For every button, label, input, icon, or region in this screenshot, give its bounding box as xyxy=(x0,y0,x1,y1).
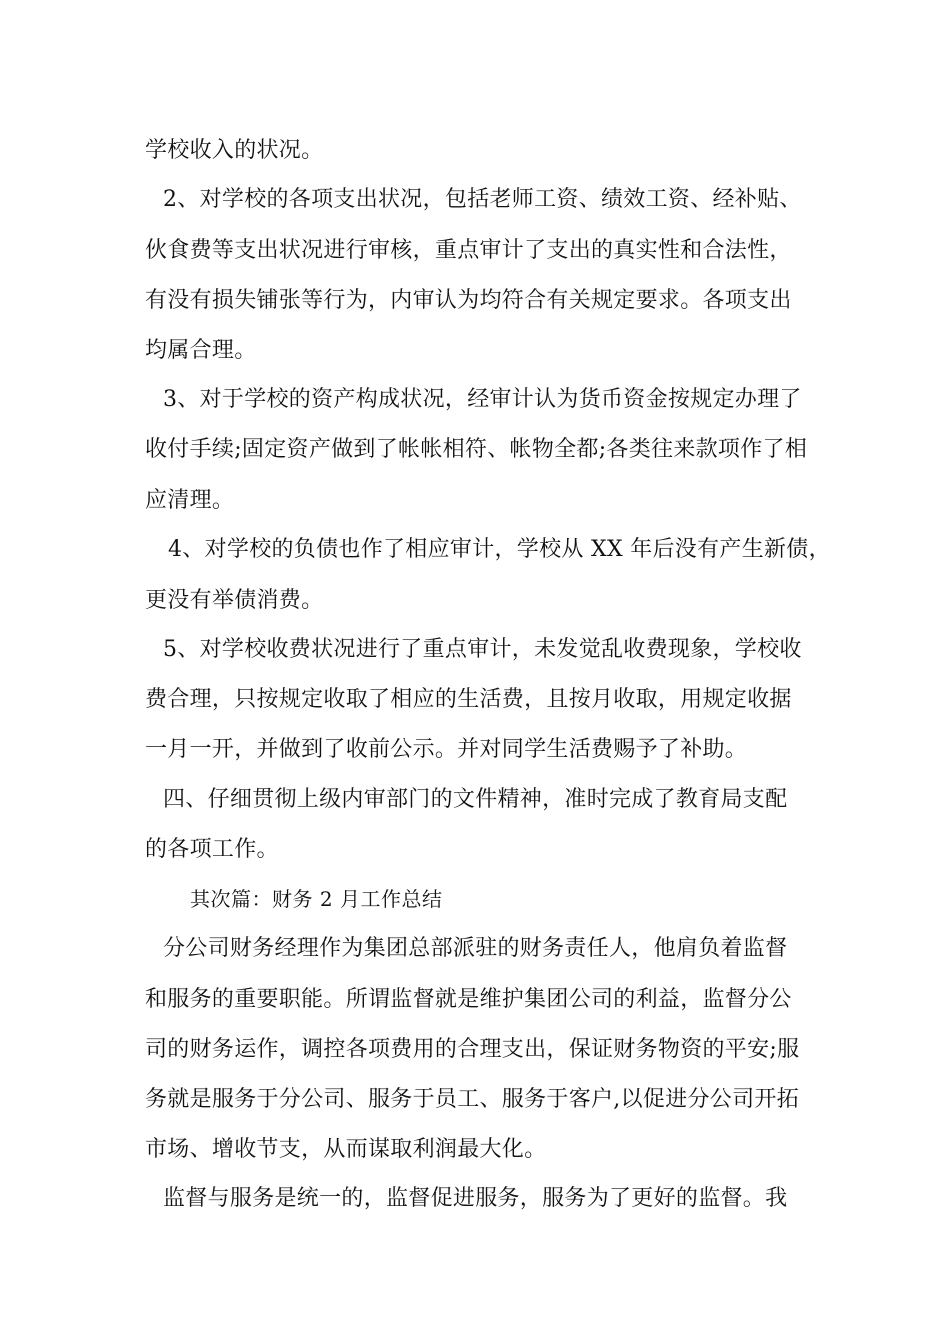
text-line: 监督与服务是统一的，监督促进服务，服务为了更好的监督。我 xyxy=(163,1186,788,1211)
text-line: 分公司财务经理作为集团总部派驻的财务责任人，他肩负着监督 xyxy=(163,936,788,961)
text-line: 司的财务运作，调控各项费用的合理支出，保证财务物资的平安;服 xyxy=(145,1037,800,1062)
text-line: 4、对学校的负债也作了相应审计，学校从 XX 年后没有产生新债， xyxy=(168,537,831,562)
text-line: 费合理，只按规定收取了相应的生活费，且按月收取，用规定收据 xyxy=(145,687,792,712)
text-line: 有没有损失铺张等行为，内审认为均符合有关规定要求。各项支出 xyxy=(145,288,792,313)
text-line: 3、对于学校的资产构成状况，经审计认为货币资金按规定办理了 xyxy=(163,387,802,412)
text-line: 伙食费等支出状况进行审核，重点审计了支出的真实性和合法性， xyxy=(145,238,792,263)
text-line: 和服务的重要职能。所谓监督就是维护集团公司的利益，监督分公 xyxy=(145,987,792,1012)
text-line: 务就是服务于分公司、服务于员工、服务于客户,以促进分公司开拓 xyxy=(145,1087,799,1112)
section-heading: 其次篇：财务 2 月工作总结 xyxy=(190,887,443,911)
text-line: 更没有举债消费。 xyxy=(145,588,324,613)
text-line: 应清理。 xyxy=(145,488,235,513)
text-line: 的各项工作。 xyxy=(145,837,279,862)
text-line: 四、仔细贯彻上级内审部门的文件精神，准时完成了教育局支配 xyxy=(163,787,788,812)
text-line: 5、对学校收费状况进行了重点审计，未发觉乱收费现象，学校收 xyxy=(163,637,802,662)
text-line: 2、对学校的各项支出状况，包括老师工资、绩效工资、经补贴、 xyxy=(163,187,802,212)
text-line: 一月一开，并做到了收前公示。并对同学生活费赐予了补助。 xyxy=(145,737,748,762)
text-line: 收付手续;固定资产做到了帐帐相符、帐物全都;各类往来款项作了相 xyxy=(145,437,808,462)
text-line: 均属合理。 xyxy=(145,338,257,363)
text-line: 市场、增收节支，从而谋取利润最大化。 xyxy=(145,1137,547,1162)
text-line: 学校收入的状况。 xyxy=(145,138,324,163)
